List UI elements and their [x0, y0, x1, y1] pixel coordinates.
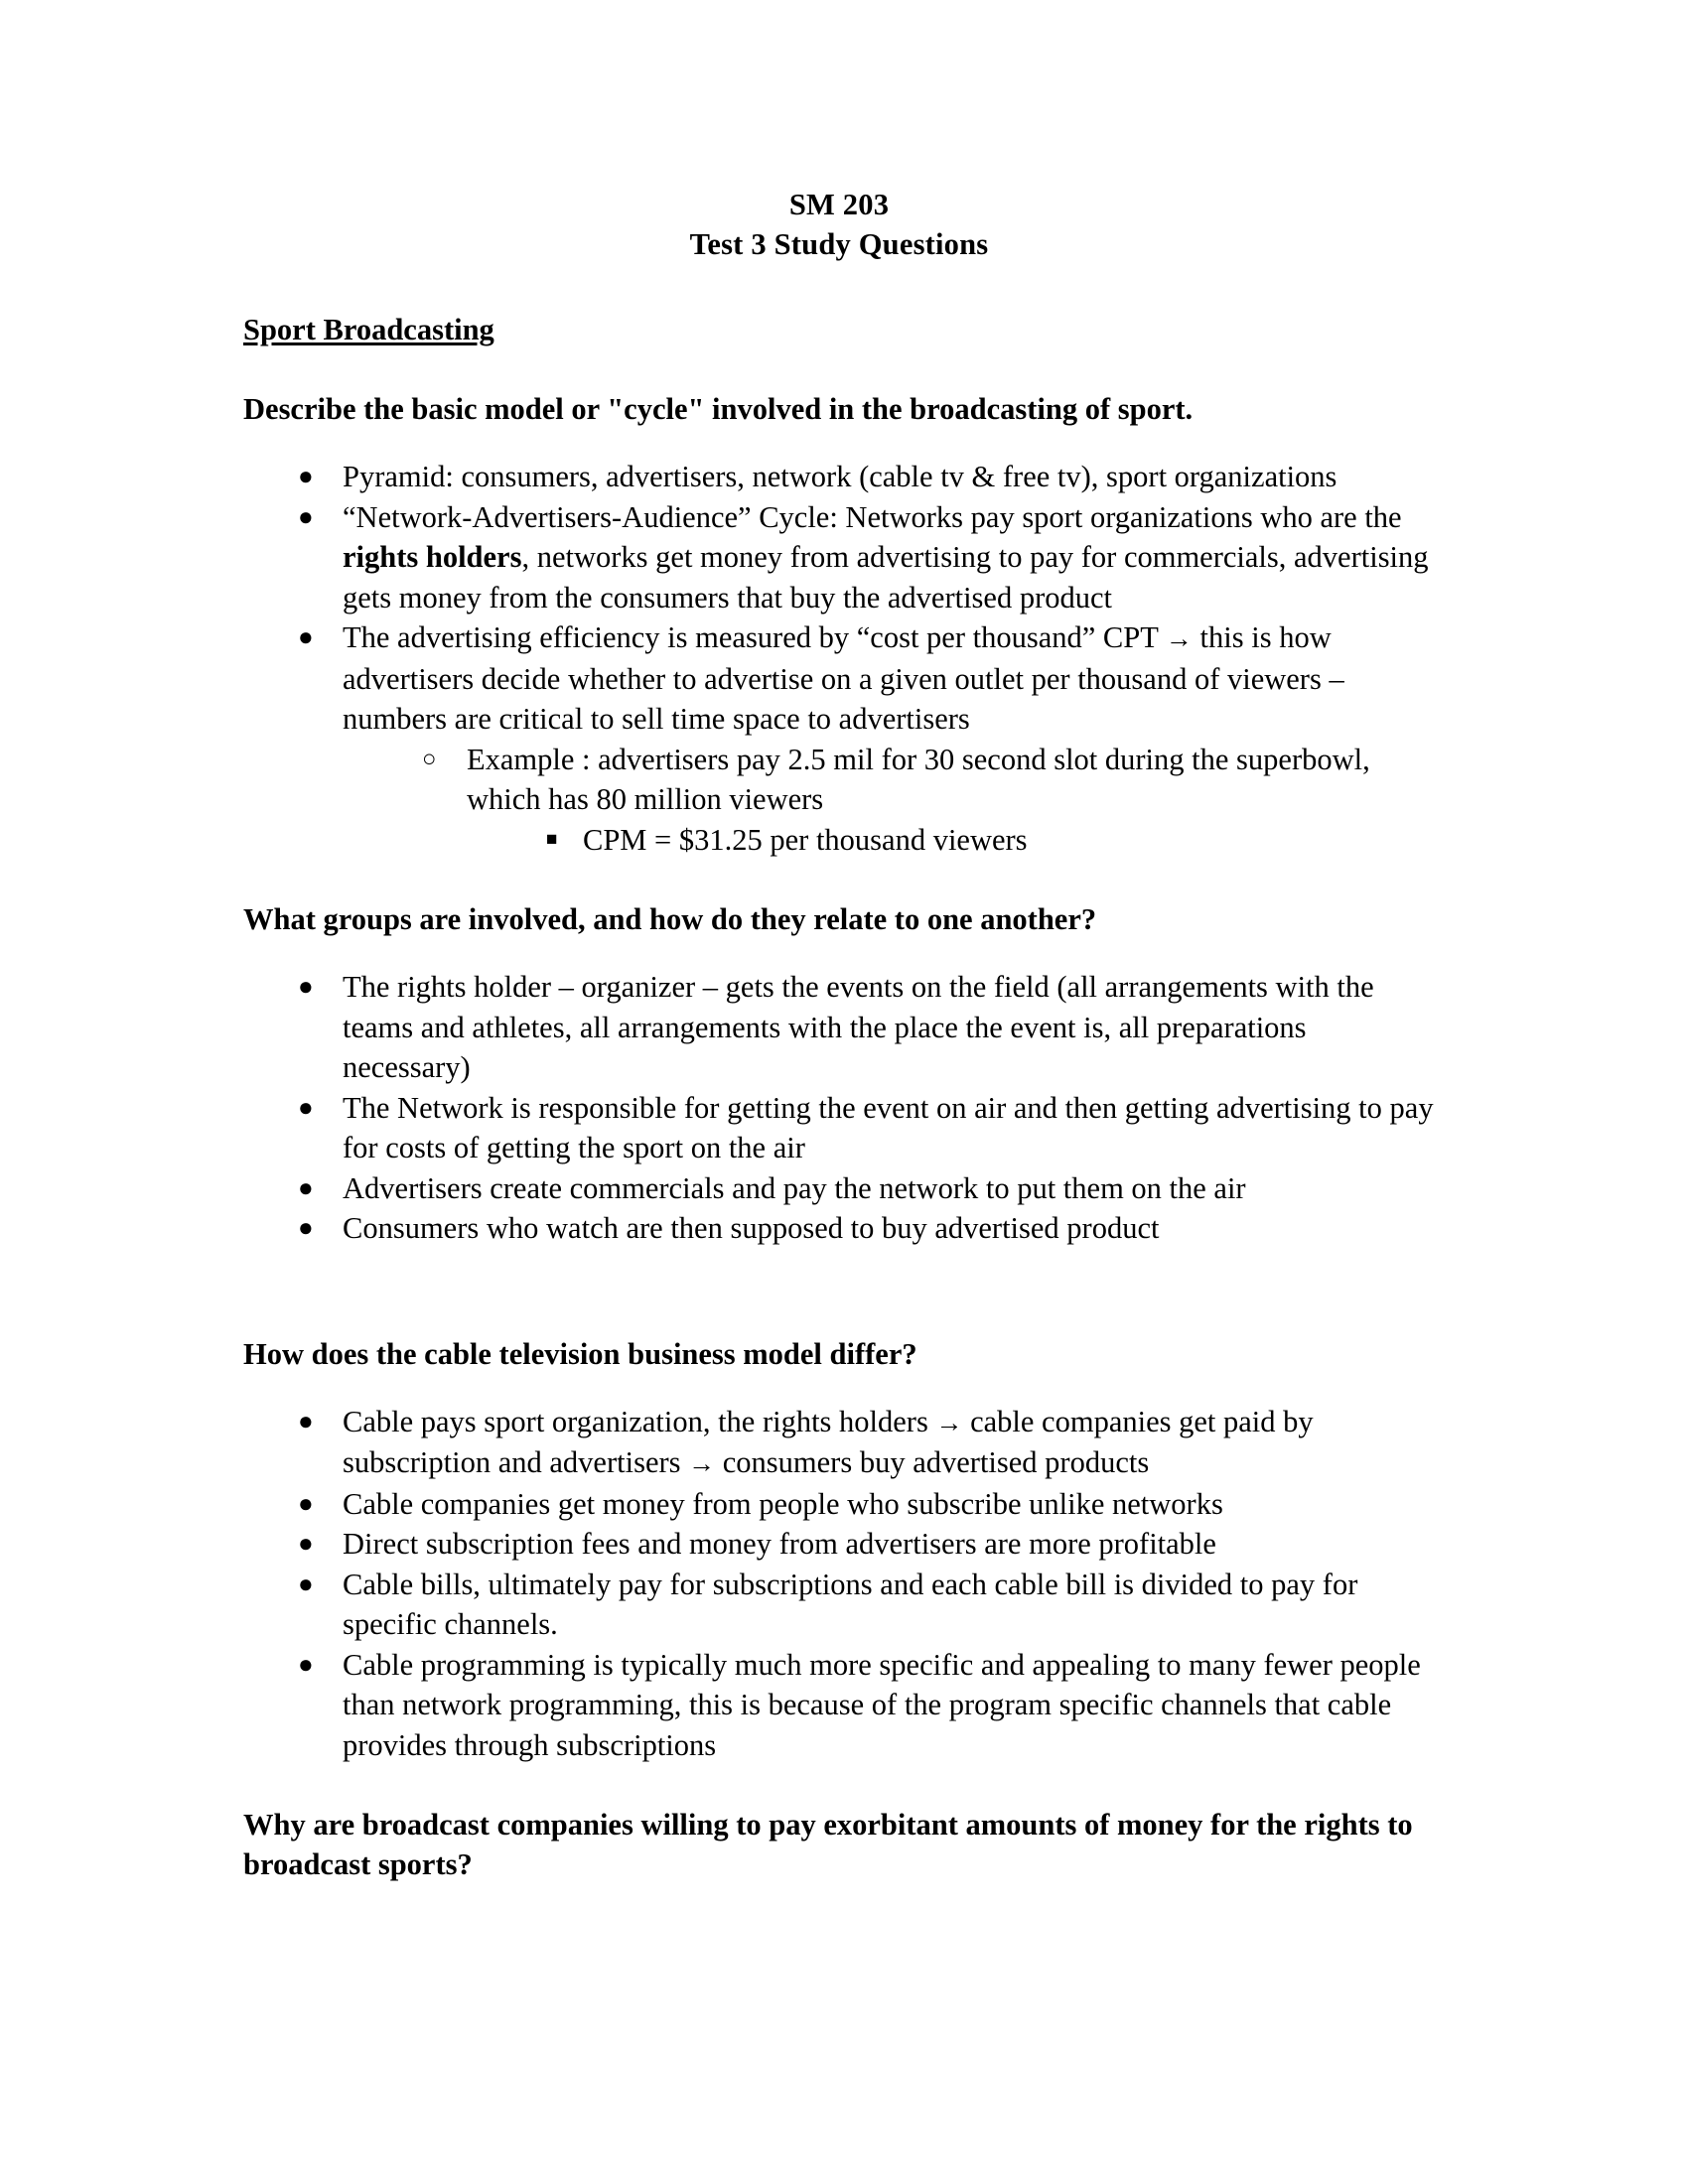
- bullet-marker-icon: ■: [546, 828, 558, 850]
- question-heading: How does the cable television business model differ?: [243, 1336, 917, 1371]
- document-content: [243, 185, 1435, 1898]
- bullet-marker-icon: ●: [298, 1649, 314, 1679]
- spacer: [243, 1884, 1435, 1898]
- bullet-text-run: cable companies get paid by subscription and advertisers: [343, 1404, 1314, 1479]
- bullet-text: Direct subscription fees and money from advertisers are more profitable: [343, 1527, 1216, 1561]
- bullet-text: Cable companies get money from people who subscribe unlike networks: [343, 1486, 1223, 1521]
- bullet-text: [343, 620, 1344, 736]
- arrow-icon: →: [688, 1448, 716, 1478]
- bullet-item: [243, 497, 1435, 618]
- bullet-item: [492, 820, 1435, 861]
- spacer: [243, 1249, 1435, 1334]
- question-heading: Describe the basic model or "cycle" involved in the broadcasting of sport.: [243, 392, 1194, 426]
- bullet-text: Pyramid: consumers, advertisers, network (cable tv & free tv), sport organizations: [343, 460, 1337, 493]
- bullet-marker-icon: ●: [298, 462, 314, 490]
- bullet-text: The rights holder – organizer – gets the events on the field (all arrangements with the teams and athletes, all arrangements with the place the event is, all preparations necessary): [343, 970, 1374, 1084]
- bullet-text: Cable bills, ultimately pay for subscriptions and each cable bill is divided to pay for specific channels.: [343, 1567, 1358, 1641]
- bullet-marker-icon: ○: [422, 746, 437, 772]
- bullet-text-run: this is how advertisers decide whether to advertise on a given outlet per thousand of viewers – numbers are critical to sell time space to advertisers: [343, 620, 1344, 736]
- bullet-item: [243, 1484, 1435, 1525]
- bullet-text: Example : advertisers pay 2.5 mil for 30 second slot during the superbowl, which has 80 million viewers: [467, 742, 1370, 816]
- bullet-text-run: , networks get money from advertising to pay for commercials, advertising gets money from the consumers that buy the advertised product: [343, 540, 1429, 614]
- bullet-list-level-3: [243, 820, 1435, 861]
- bullet-text-bold: rights holders: [343, 540, 522, 574]
- bullet-list-level-1: [243, 457, 1435, 740]
- spacer: [243, 349, 1435, 389]
- bullet-marker-icon: ●: [298, 1406, 314, 1435]
- bullet-item: [243, 1524, 1435, 1565]
- bullet-text: Cable programming is typically much more specific and appealing to many fewer people than network programming, this is because of the program specific channels that cable provides through subscriptions: [343, 1647, 1421, 1762]
- section-heading-wrap: [243, 264, 1435, 349]
- bullet-item: [367, 740, 1435, 820]
- document-title: [243, 185, 1435, 264]
- bullet-list-level-1: [243, 1402, 1435, 1766]
- question-heading: What groups are involved, and how do they relate to one another?: [243, 902, 1097, 936]
- bullet-item: [243, 1402, 1435, 1484]
- bullet-item: [243, 457, 1435, 497]
- spacer: [243, 1765, 1435, 1805]
- bullet-list-level-2: [243, 740, 1435, 820]
- bullet-text-run: Cable pays sport organization, the rights holders: [343, 1404, 936, 1438]
- bullet-list-level-1: [243, 967, 1435, 1249]
- section-heading-sport-broadcasting: Sport Broadcasting: [243, 313, 494, 346]
- spacer: [243, 429, 1435, 457]
- arrow-icon: →: [935, 1407, 963, 1437]
- bullet-text: Advertisers create commercials and pay the network to put them on the air: [343, 1170, 1246, 1205]
- bullet-item: [243, 1565, 1435, 1645]
- bullet-marker-icon: ●: [298, 622, 314, 651]
- bullet-text: CPM = $31.25 per thousand viewers: [583, 822, 1028, 857]
- spacer: [243, 939, 1435, 967]
- bullet-text: The Network is responsible for getting the event on air and then getting advertising to pay for costs of getting the sport on the air: [343, 1090, 1434, 1164]
- bullet-marker-icon: ●: [298, 1529, 314, 1558]
- bullet-item: [243, 617, 1435, 740]
- bullet-item: [243, 1208, 1435, 1249]
- bullet-item: [243, 1088, 1435, 1168]
- document-title-line2: Test 3 Study Questions: [689, 227, 989, 261]
- bullet-marker-icon: ●: [298, 1213, 314, 1242]
- bullet-item: [243, 967, 1435, 1088]
- document-title-line1: SM 203: [788, 188, 890, 221]
- bullet-marker-icon: ●: [298, 1092, 314, 1122]
- bullet-marker-icon: ●: [298, 501, 314, 531]
- bullet-text-run: The advertising efficiency is measured by “cost per thousand” CPT: [343, 620, 1166, 654]
- bullet-text: [343, 500, 1429, 614]
- arrow-icon: →: [1165, 623, 1193, 653]
- bullet-text-run: “Network-Advertisers-Audience” Cycle: Networks pay sport organizations who are the: [343, 499, 1402, 534]
- spacer: [243, 1374, 1435, 1402]
- spacer: [243, 860, 1435, 899]
- bullet-marker-icon: ●: [298, 1569, 314, 1598]
- bullet-marker-icon: ●: [298, 972, 314, 1001]
- bullet-text: Consumers who watch are then supposed to buy advertised product: [343, 1211, 1160, 1245]
- questions-list: [243, 389, 1435, 1898]
- bullet-item: [243, 1168, 1435, 1209]
- bullet-text-run: consumers buy advertised products: [715, 1445, 1150, 1479]
- bullet-marker-icon: ●: [298, 1488, 314, 1518]
- bullet-marker-icon: ●: [298, 1172, 314, 1202]
- bullet-text: [343, 1405, 1314, 1480]
- question-heading: Why are broadcast companies willing to pay exorbitant amounts of money for the rights to broadcast sports?: [243, 1808, 1413, 1881]
- bullet-item: [243, 1645, 1435, 1766]
